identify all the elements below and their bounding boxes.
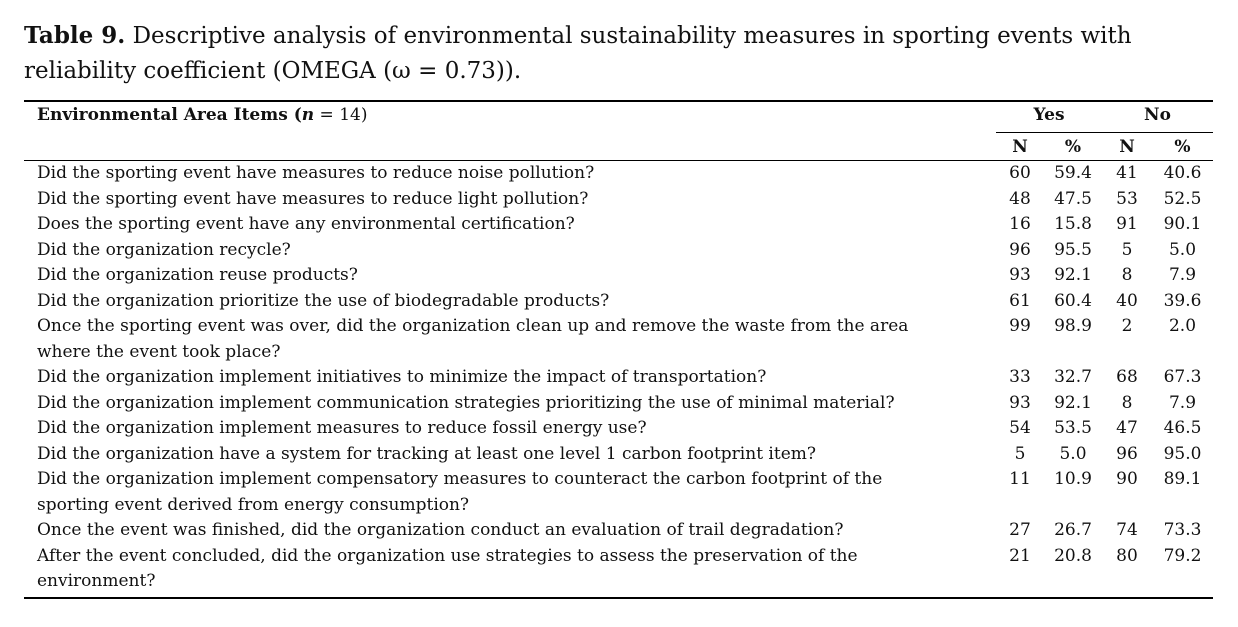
no-pct-cell: 79.2 — [1152, 544, 1213, 598]
table-row — [24, 518, 1213, 544]
yes-pct-cell: 47.5 — [1054, 188, 1092, 209]
table-row — [24, 289, 1213, 315]
yes-n-cell: 16 — [1009, 214, 1031, 234]
table-row — [24, 161, 1213, 187]
no-pct-cell: 67.3 — [1163, 367, 1202, 387]
caption-label: Table 9. — [24, 22, 126, 49]
yes-n-header: N — [996, 133, 1044, 161]
no-n-cell: 41 — [1116, 163, 1138, 183]
no-pct-cell: 89.1 — [1163, 469, 1202, 489]
yes-n-cell: 48 — [1009, 188, 1031, 209]
table-container — [24, 100, 1213, 599]
no-n-cell: 53 — [1116, 188, 1138, 209]
yes-n-cell: 93 — [1009, 392, 1031, 413]
no-pct-cell: 39.6 — [1163, 290, 1202, 311]
table-body — [24, 161, 1213, 598]
table-row — [24, 314, 1213, 365]
item-cell: Did the sporting event have measures to reduce light pollution? — [37, 188, 589, 209]
yes-n-cell: 27 — [1009, 520, 1031, 540]
no-pct-cell: 73.3 — [1163, 520, 1202, 540]
yes-pct-cell: 15.8 — [1054, 214, 1092, 234]
yes-n-cell: 93 — [1009, 265, 1031, 285]
no-n-cell: 96 — [1116, 443, 1138, 464]
yes-pct-cell: 92.1 — [1054, 392, 1092, 413]
caption-text: Descriptive analysis of environmental sustainability measures in sporting events with reliability coefficient (OMEGA (ω = 0.73)). — [24, 23, 1132, 84]
item-cell: Did the organization recycle? — [37, 239, 291, 260]
item-cell: Did the organization implement compensatory measures to counteract the carbon footprint of the sporting event derived from energy consumption? — [37, 469, 883, 515]
no-pct-cell: 90.1 — [1163, 214, 1202, 234]
item-cell: Did the organization implement initiatives to minimize the impact of transportation? — [37, 367, 767, 387]
no-pct-cell: 95.0 — [1163, 443, 1202, 464]
no-pct-cell: 5.0 — [1168, 239, 1197, 260]
yes-pct-cell: 92.1 — [1054, 265, 1092, 285]
no-pct-cell: 46.5 — [1163, 418, 1202, 438]
yes-header: Yes — [996, 101, 1102, 133]
header-row — [24, 101, 1213, 133]
yes-pct-cell: 20.8 — [1044, 544, 1102, 598]
item-cell: Did the organization have a system for tracking at least one level 1 carbon footprint item? — [37, 443, 816, 464]
yes-n-cell: 11 — [1009, 469, 1031, 489]
no-pct-cell: 40.6 — [1163, 163, 1202, 183]
no-n-cell: 40 — [1116, 290, 1138, 311]
sustainability-table — [24, 100, 1213, 599]
table-row — [24, 263, 1213, 289]
no-pct-cell: 52.5 — [1163, 188, 1202, 209]
no-n-cell: 8 — [1121, 392, 1133, 413]
yes-pct-cell: 10.9 — [1054, 469, 1092, 489]
table-row — [24, 442, 1213, 468]
no-header: No — [1102, 101, 1213, 133]
yes-n-cell: 99 — [1009, 316, 1031, 336]
table-row — [24, 416, 1213, 442]
no-n-cell: 80 — [1102, 544, 1152, 598]
yes-n-cell: 21 — [996, 544, 1044, 598]
yes-n-cell: 61 — [1009, 290, 1031, 311]
subheader-blank — [24, 133, 996, 161]
no-pct-cell: 7.9 — [1168, 392, 1197, 413]
no-n-cell: 2 — [1121, 316, 1133, 336]
yes-pct-cell: 5.0 — [1059, 443, 1087, 464]
item-cell: Once the sporting event was over, did the organization clean up and remove the waste from the area where the event took place? — [37, 316, 909, 362]
yes-pct-cell: 59.4 — [1054, 163, 1092, 183]
no-pct-cell: 2.0 — [1168, 316, 1197, 336]
item-cell: After the event concluded, did the organization use strategies to assess the preservation of the environment? — [24, 544, 996, 598]
yes-pct-cell: 53.5 — [1054, 418, 1092, 438]
no-n-cell: 68 — [1116, 367, 1138, 387]
table-row — [24, 212, 1213, 238]
table-row — [24, 391, 1213, 417]
item-cell: Did the organization implement communication strategies prioritizing the use of minimal material? — [37, 392, 895, 413]
item-cell: Does the sporting event have any environmental certification? — [37, 214, 575, 234]
yes-pct-cell: 98.9 — [1054, 316, 1092, 336]
table-row — [24, 238, 1213, 264]
item-cell: Did the organization implement measures to reduce fossil energy use? — [37, 418, 647, 438]
table-row — [24, 187, 1213, 213]
yes-n-cell: 33 — [1009, 367, 1031, 387]
no-n-cell: 5 — [1121, 239, 1133, 260]
yes-pct-cell: 26.7 — [1054, 520, 1092, 540]
item-cell: Did the sporting event have measures to reduce noise pollution? — [37, 163, 595, 183]
yes-pct-cell: 60.4 — [1054, 290, 1092, 311]
yes-pct-cell: 95.5 — [1054, 239, 1092, 260]
no-n-header: N — [1102, 133, 1152, 161]
yes-pct-cell: 32.7 — [1054, 367, 1092, 387]
yes-n-cell: 54 — [1009, 418, 1031, 438]
yes-n-cell: 5 — [1014, 443, 1026, 464]
table-caption — [24, 18, 1214, 89]
yes-n-cell: 96 — [1009, 239, 1031, 260]
no-n-cell: 47 — [1116, 418, 1138, 438]
table-row — [24, 365, 1213, 391]
item-cell: Did the organization reuse products? — [37, 265, 358, 285]
table-row — [24, 467, 1213, 518]
subheader-row — [24, 133, 1213, 161]
no-pct-cell: 7.9 — [1168, 265, 1197, 285]
item-cell: Once the event was finished, did the organization conduct an evaluation of trail degradation? — [37, 520, 844, 540]
no-n-cell: 74 — [1116, 520, 1138, 540]
no-n-cell: 90 — [1116, 469, 1138, 489]
item-cell: Did the organization prioritize the use of biodegradable products? — [37, 290, 610, 311]
table-row — [24, 544, 1213, 598]
no-pct-header: % — [1152, 133, 1213, 161]
no-n-cell: 91 — [1116, 214, 1138, 234]
no-n-cell: 8 — [1121, 265, 1133, 285]
yes-n-cell: 60 — [1009, 163, 1031, 183]
yes-pct-header: % — [1044, 133, 1102, 161]
area-items-header: Environmental Area Items (n = 14) — [24, 101, 996, 133]
